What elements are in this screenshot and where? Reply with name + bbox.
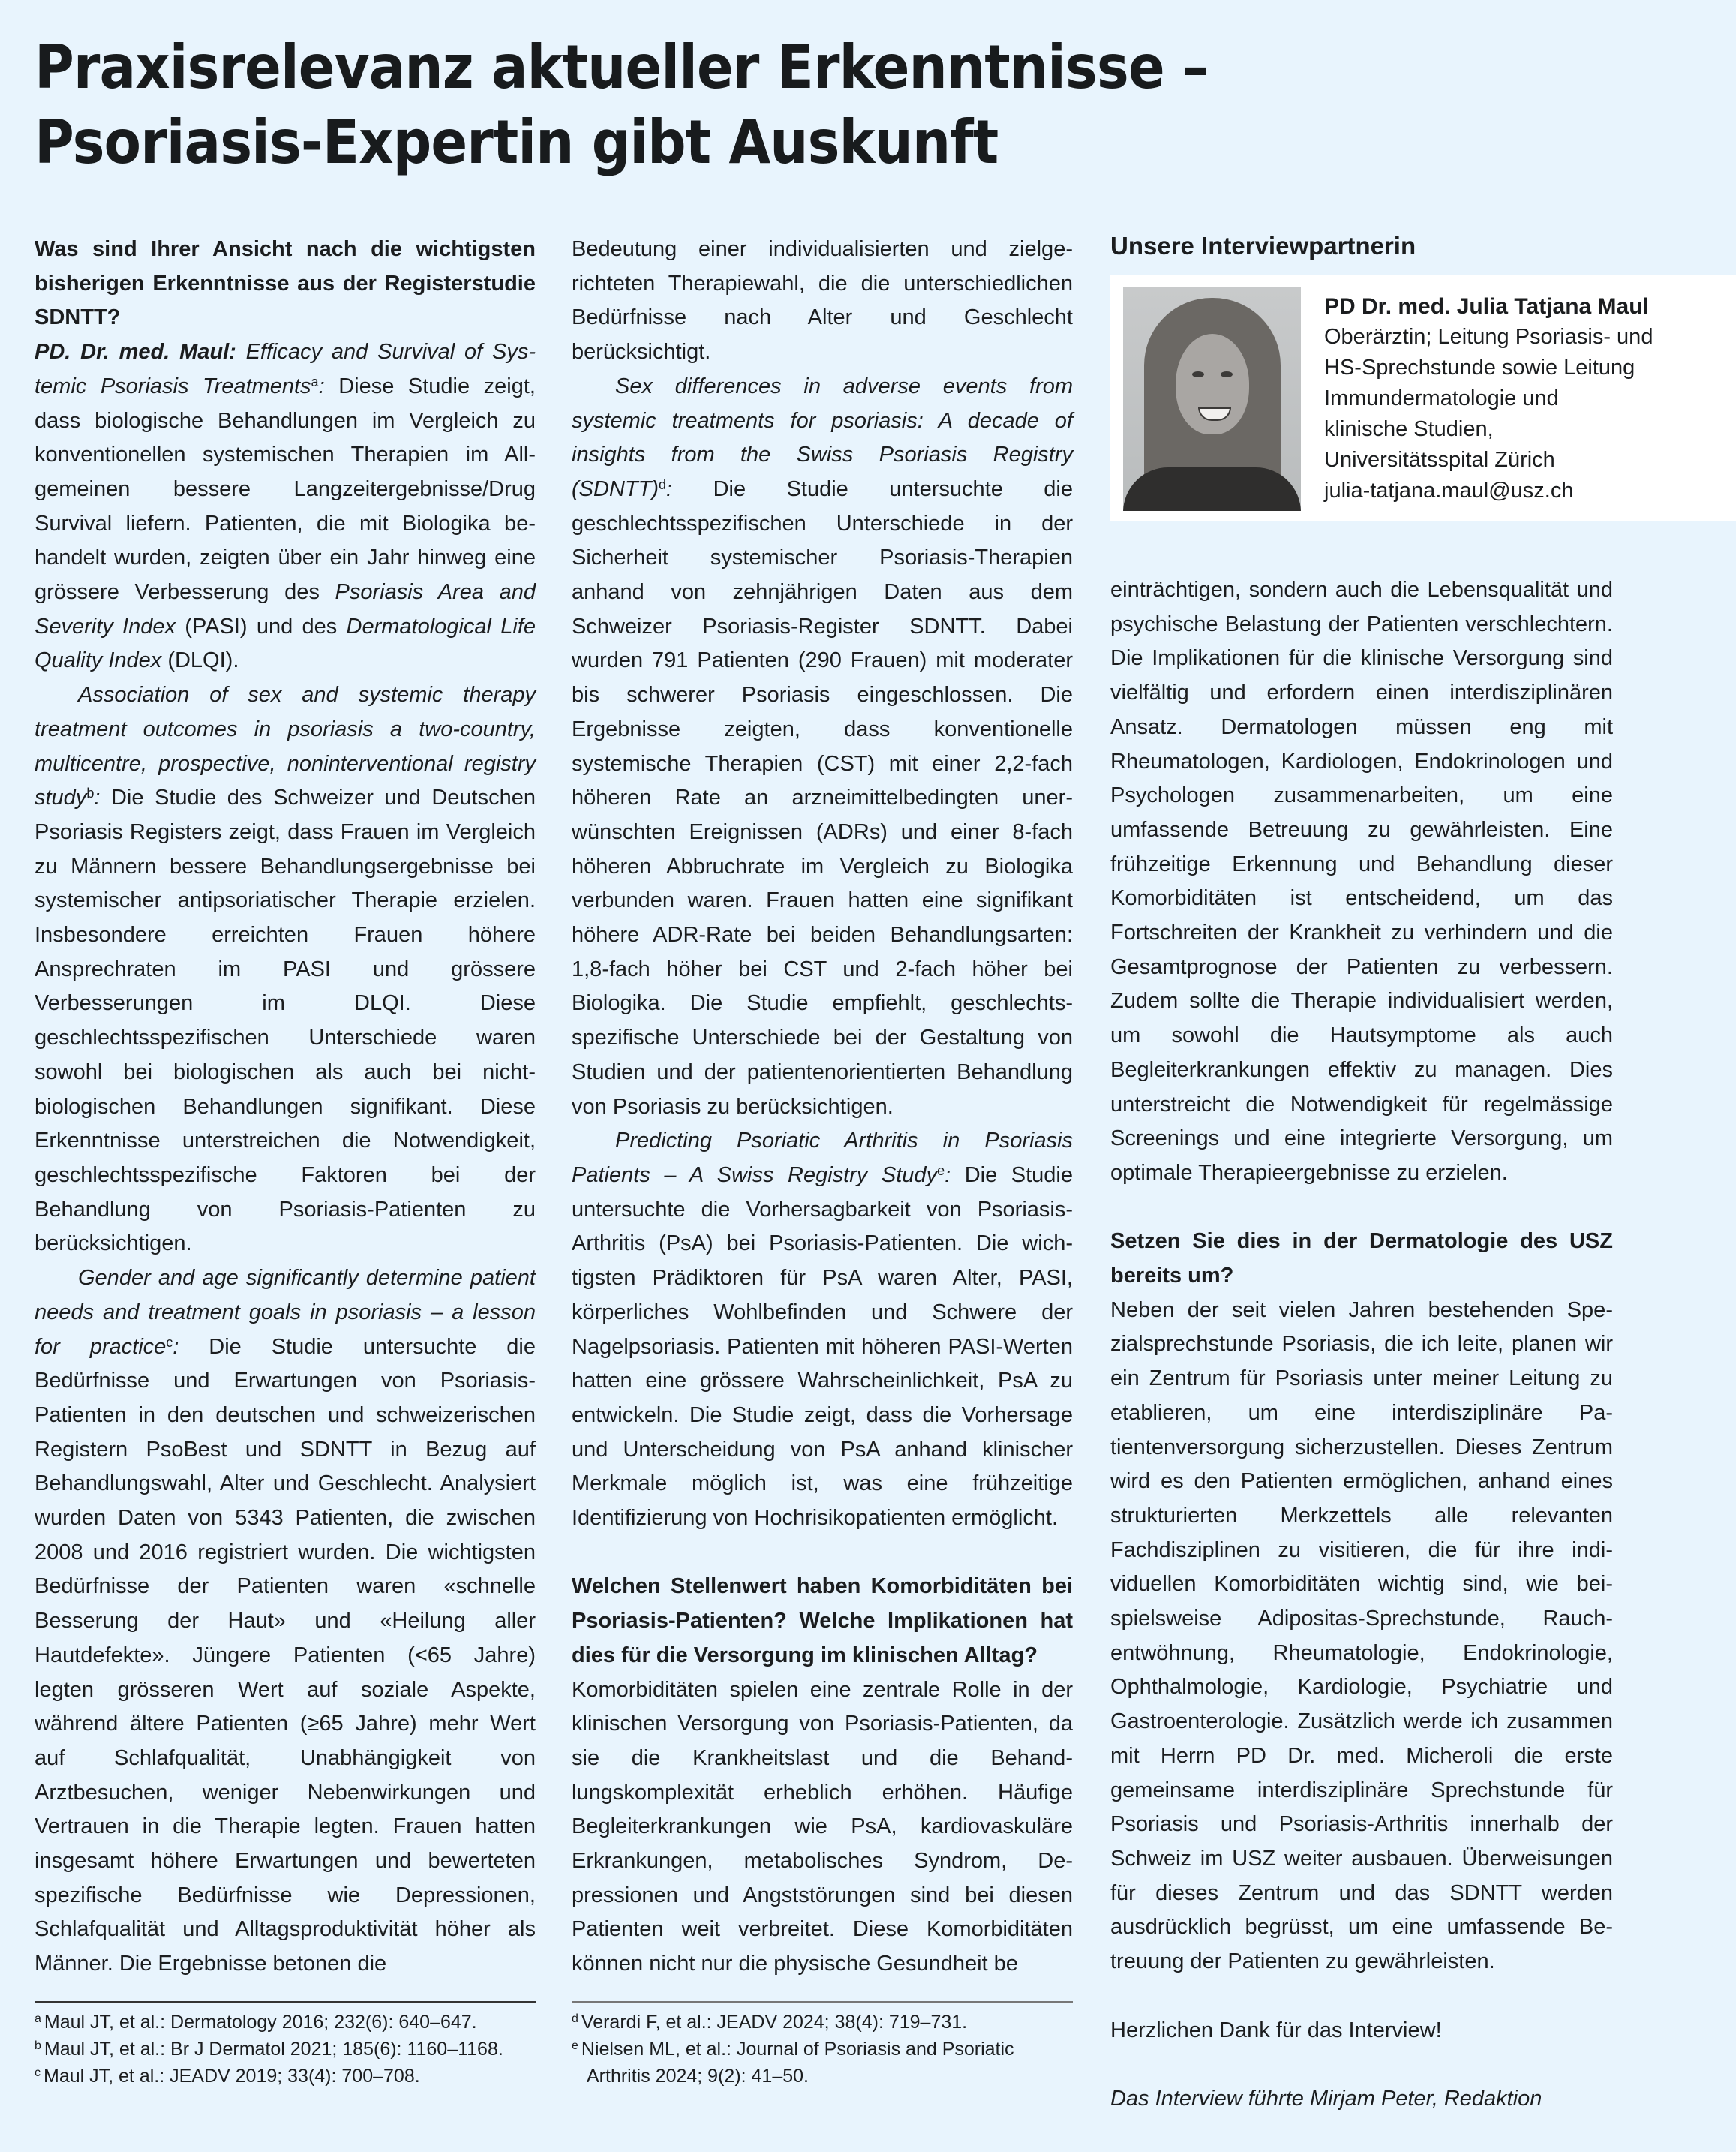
closing-thanks: Herzlichen Dank für das Interview! (1110, 2018, 1442, 2042)
speaker-label: PD. Dr. med. Maul: (35, 340, 236, 365)
answer-3: Neben der seit vielen Jahren bestehenden Spezialsprechstunde Psoriasis, die ich leite, planen wir ein Zentrum für Psoriasis unter meiner Leitung zu etablieren, um eine interdisziplinäre Patientenversorgung sicherzustellen. Dieses Zentrum wird es den Patienten ermöglichen, anhand eines strukturierten Merkzettels alle relevanten Fachdisziplinen zu visitieren, die für ihre individuellen Komorbiditäten wichtig sind, wie beispielsweise Adipositas-Sprechstunde, Rauchentwöhnung, Rheumatologie, Endokrinologie, Ophthalmologie, Kardiologie, Psychiatrie und Gastroenterologie. Zusätzlich werde ich zusammen mit Herrn PD Dr. med. Micheroli die erste gemeinsame interdisziplinäre Sprechstunde für Psoriasis und Psoriasis-Arthritis innerhalb der Schweiz im USZ weiter ausbauen. Überweisungen für dieses Zentrum und das SDNTT werden ausdrücklich begrüsst, um eine umfassende Betreuung der Patienten zu gewährleisten. (1110, 1297, 1613, 1974)
partner-line: Universitätsspital Zürich (1324, 448, 1555, 472)
portrait-photo (1123, 287, 1301, 511)
footnotes-col1 (35, 2009, 536, 2090)
answer-study-c: Gender and age significantly determine patient needs and treatment goals in psoriasis – a lesson for practice$^c$: Die Studie untersuchte die Bedürfnisse und Erwartungen von Psoriasis-Patienten in den deutschen und schweizerischen Registern PsoBest und SDNTT in Bezug auf Behandlungswahl, Alter und Geschlecht. Analysiert wurden Daten von 5343 Patienten, die zwischen 2008 und 2016 registriert wurden. Die wichtigsten Bedürfnisse der Patienten waren «schnelle Besserung der Haut» und «Heilung aller Hautdefekte». Jüngere Patienten (<65 Jahre) legten grösseren Wert auf soziale Aspekte, während ältere Patienten (≥65 Jahre) mehr Wert auf Schlafqualität, Unabhängigkeit von Arztbesuchen, weniger Nebenwirkungen und Vertrauen in die Therapie legten. Frauen hatten insgesamt höhere Erwartungen und bewerteten spezifische Bedürfnisse wie Depressionen, Schlafqualität und Alltagsproduktivität höher als Männer. Die Ergebnisse betonen die (35, 1266, 536, 1976)
answer-study-c-cont: Bedeutung einer individualisierten und zielgerichteten Therapiewahl, die die unterschiedlichen Bedürfnisse nach Alter und Geschlecht berücksichtigt. (572, 237, 1073, 365)
partner-line: Oberärztin; Leitung Psoriasis- und (1324, 325, 1653, 349)
study-e-title: Predicting Psoriatic Arthritis in Psoriasis Patients – A Swiss Registry Study (572, 1129, 1073, 1187)
answer-2-part-1: Komorbiditäten spielen eine zentrale Rolle in der klinischen Versorgung von Psoriasis-Patienten, da sie die Krankheitslast und die Behandlungskomplexität erheblich erhöhen. Häufige Begleiterkrankungen wie PsA, kardiovaskuläre Erkrankungen, metabolisches Syndrom, Depressionen und Angststörungen sind bei diesen Patienten weit verbreitet. Diese Komorbiditäten können nicht nur die physische Gesundheit be (572, 1677, 1073, 1976)
footnote-c: $^c$ Maul JT, et al.: JEADV 2019; 33(4): 700–708. (35, 2065, 420, 2087)
footnote-a: $^a$ Maul JT, et al.: Dermatology 2016; 232(6): 640–647. (35, 2011, 477, 2033)
question-3: Setzen Sie dies in der Dermatologie des USZ bereits um? (1110, 1229, 1613, 1288)
ref-d: d (658, 476, 666, 492)
footnotes-col2 (572, 2009, 1073, 2090)
partner-heading: Unsere Interviewpartnerin (1110, 232, 1416, 260)
study-b-title: Association of sex and systemic therapy treatment outcomes in psoriasis a two-country, multicentre, prospective, noninterventional registry study (35, 683, 536, 810)
title-line-1: Praxisrelevanz aktueller Erkenntnisse – (35, 32, 1209, 102)
column-2 (572, 233, 1073, 2090)
question-2: Welchen Stellenwert haben Komorbiditäten bei Psoriasis-Patienten? Welche Implikationen hat dies für die Versorgung im klinischen Alltag? (572, 1574, 1073, 1667)
interview-credit: Das Interview führte Mirjam Peter, Redaktion (1110, 2086, 1542, 2111)
partner-info (1324, 291, 1722, 506)
partner-name: PD Dr. med. Julia Tatjana Maul (1324, 294, 1649, 319)
answer-study-a: PD. Dr. med. Maul: Efficacy and Survival of Systemic Psoriasis Treatments$^a$: Diese Studie zeigt, dass biologische Behandlungen im Vergleich zu konventionellen systemischen Therapien im Allgemeinen bessere Langzeitergebnisse/Drug Survival liefern. Patienten, die mit Biologika behandelt wurden, zeigten über ein Jahr hinweg eine grössere Verbesserung des Psoriasis Area and Severity Index (PASI) und des Dermatological Life Quality Index (DLQI). (35, 340, 536, 673)
ref-c: c (166, 1334, 173, 1350)
question-1: Was sind Ihrer Ansicht nach die wichtigsten bisherigen Erkenntnisse aus der Registerstudie SDNTT? (35, 237, 536, 330)
answer-2-part-2: einträchtigen, sondern auch die Lebensqualität und psychische Belastung der Patienten verschlechtern. Die Implikationen für die klinische Versorgung sind vielfältig und erfordern einen interdisziplinären Ansatz. Dermatologen müssen eng mit Rheumatologen, Kardiologen, Endokrinologen und Psychologen zusammenarbeiten, um eine umfassende Betreuung zu gewährleisten. Eine frühzeitige Erkennung und Behandlung dieser Komorbiditäten ist entscheidend, um das Fortschreiten der Krankheit zu verhindern und die Gesamtprognose der Patienten zu verbessern. Zudem sollte die Therapie individualisiert werden, um sowohl die Hautsymptome als auch Begleiterkrankungen effektiv zu managen. Dies unterstreicht die Notwendigkeit für regelmässige Screenings und eine integrierte Versorgung, um optimale Therapieergebnisse zu erzielen. (1110, 578, 1613, 1185)
column-1 (35, 233, 536, 2090)
ref-e: e (937, 1162, 945, 1178)
footnote-e: $^e$ Nielsen ML, et al.: Journal of Psoriasis and Psoriatic Arthritis 2024; 9(2): 41–50. (572, 2038, 1014, 2087)
study-d-title: Sex differences in adverse events from systemic treatments for psoriasis: A decade of insights from the Swiss Psoriasis Registry (SDNTT) (572, 374, 1073, 501)
footnote-divider (35, 2001, 536, 2003)
partner-line: klinische Studien, (1324, 417, 1494, 441)
study-c-title: Gender and age significantly determine patient needs and treatment goals in psoriasis – a lesson for practice (35, 1266, 536, 1359)
footnote-divider (572, 2001, 1073, 2003)
title-line-2: Psoriasis-Expertin gibt Auskunft (35, 107, 999, 177)
partner-box (1110, 275, 1736, 521)
ref-a: a (311, 374, 319, 389)
partner-line: Immundermatologie und (1324, 386, 1559, 410)
answer-study-d: Sex differences in adverse events from systemic treatments for psoriasis: A decade of insights from the Swiss Psoriasis Registry (SDNTT)$^d$: Die Studie untersuchte die geschlechtsspezifischen Unterschiede in der Sicherheit systemischer Psoriasis-Therapien anhand von zehnjährigen Daten aus dem Schweizer Psoriasis-Register SDNTT. Dabei wurden 791 Patienten (290 Frauen) mit moderater bis schwerer Psoriasis eingeschlossen. Die Ergebnisse zeigten, dass konventionelle systemische Therapien (CST) mit einer 2,2-fach höheren Rate an arzneimittelbedingten unerwünschten Ereignissen (ADRs) und einer 8-fach höheren Abbruchrate im Vergleich zu Biologika verbunden waren. Frauen hatten eine signifikant höhere ADR-Rate bei beiden Behandlungsarten: 1,8-fach höher bei CST und 2-fach höher bei Biologika. Die Studie empfiehlt, geschlechtsspezifische Unterschiede bei der Gestaltung von Studien und der patientenorientierten Behandlung von Psoriasis zu berücksichtigen. (572, 374, 1074, 1119)
column-3 (1110, 573, 1613, 2117)
ref-b: b (86, 786, 95, 801)
article-title (35, 30, 1520, 180)
footnote-b: $^b$ Maul JT, et al.: Br J Dermatol 2021; 185(6): 1160–1168. (35, 2038, 503, 2060)
partner-email[interactable]: julia-tatjana.maul@usz.ch (1324, 479, 1574, 503)
footnote-d: $^d$ Verardi F, et al.: JEADV 2024; 38(4): 719–731. (572, 2011, 968, 2033)
answer-study-e: Predicting Psoriatic Arthritis in Psoriasis Patients – A Swiss Registry Study$^e$: Die Studie untersuchte die Vorhersagbarkeit von Psoriasis-Arthritis (PsA) bei Psoriasis-Patienten. Die wichtigsten Prädiktoren für PsA waren Alter, PASI, körperliches Wohlbefinden und Schwere der Nagelpsoriasis. Patienten mit höheren PASI-Werten hatten eine grössere Wahrscheinlichkeit, PsA zu entwickeln. Die Studie zeigt, dass die Vorhersage und Unterscheidung von PsA anhand klinischer Merkmale möglich ist, was eine frühzeitige Identifizierung von Hochrisikopatienten ermöglicht. (572, 1129, 1073, 1531)
answer-study-b: Association of sex and systemic therapy treatment outcomes in psoriasis a two-country, multicentre, prospective, noninterventional registry study$^b$: Die Studie des Schweizer und Deutschen Psoriasis Registers zeigt, dass Frauen im Vergleich zu Männern bessere Behandlungsergebnisse bei systemischer antipsoriatischer Therapie erzielen. Insbesondere erreichten Frauen höhere Ansprechraten im PASI und grössere Verbesserungen im DLQI. Diese geschlechtsspezifischen Unterschiede waren sowohl bei biologischen als auch bei nicht-biologischen Behandlungen signifikant. Diese Erkenntnisse unterstreichen die Notwendigkeit, geschlechtsspezifische Faktoren bei der Behandlung von Psoriasis-Patienten zu berücksichtigen. (35, 683, 536, 1256)
study-a-title: Efficacy and Survival of Systemic Psoriasis Treatments (35, 340, 536, 398)
partner-line: HS-Sprechstunde sowie Leitung (1324, 356, 1635, 380)
